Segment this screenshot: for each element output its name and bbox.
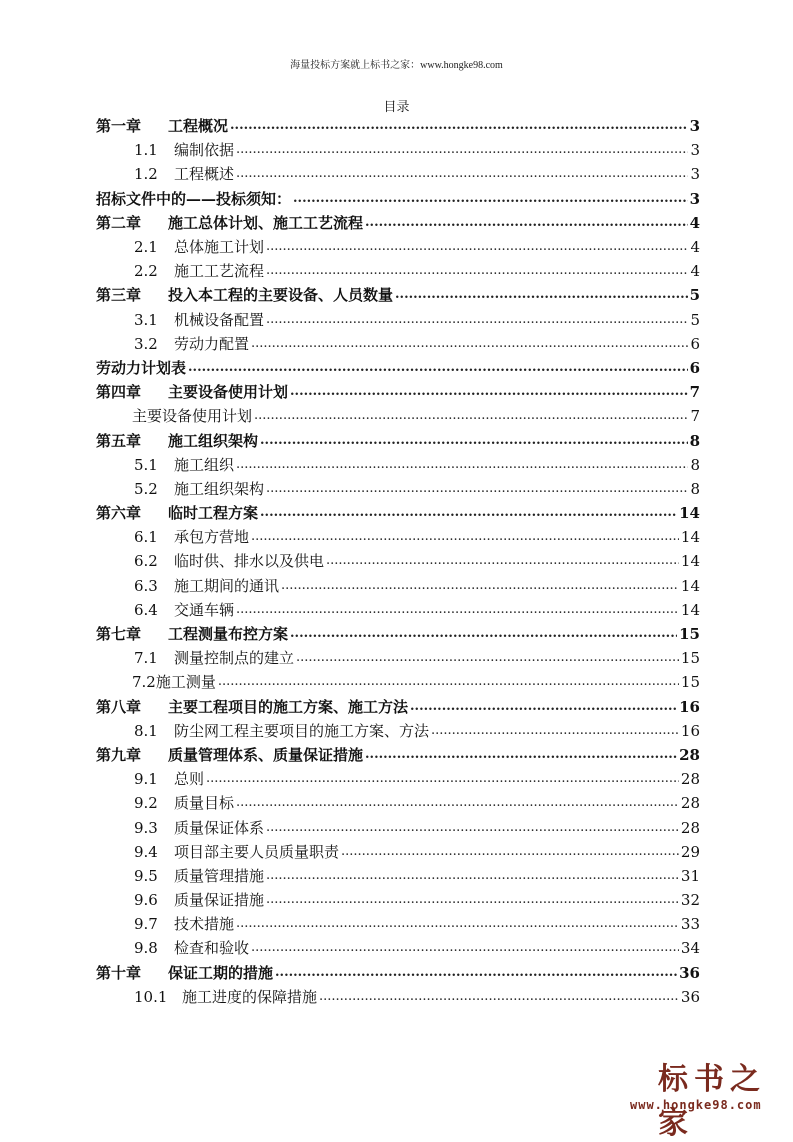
toc-entry-page: 15	[680, 673, 700, 692]
toc-entry[interactable]	[96, 259, 700, 283]
toc-entry-number: 9.7	[134, 915, 158, 934]
toc-entry-label: 主要工程项目的施工方案、施工方法	[168, 697, 409, 716]
toc-entry-label: 临时供、排水以及供电	[174, 552, 325, 571]
toc-entry-page: 3	[690, 165, 700, 184]
toc-entry-label: 施工组织架构	[174, 479, 265, 498]
toc-leader-dots	[236, 456, 688, 474]
toc-leader-dots	[296, 649, 679, 667]
toc-leader-dots	[251, 335, 688, 353]
toc-entry-page: 29	[680, 842, 700, 861]
toc-entry-label: 工程测量布控方案	[168, 625, 289, 644]
toc-entry-number: 第五章	[96, 431, 142, 450]
toc-leader-dots	[266, 819, 679, 837]
toc-entry-page: 14	[679, 504, 700, 523]
toc-leader-dots	[395, 286, 688, 304]
toc-entry[interactable]	[96, 187, 700, 211]
toc-leader-dots	[236, 165, 688, 183]
toc-entry-number: 第二章	[96, 213, 142, 232]
toc-entry-label: 施工期间的通讯	[174, 576, 280, 595]
toc-leader-dots	[260, 432, 688, 450]
toc-entry-number: 6.3	[134, 576, 158, 595]
toc-entry-label: 质量保证措施	[174, 891, 265, 910]
toc-entry-number: 第三章	[96, 286, 142, 305]
toc-entry-page: 5	[690, 310, 700, 329]
toc-leader-dots	[266, 480, 688, 498]
toc-entry[interactable]	[96, 501, 700, 525]
toc-entry-page: 14	[680, 576, 700, 595]
toc-entry-label: 总体施工计划	[174, 238, 265, 257]
toc-entry-page: 34	[680, 939, 700, 958]
toc-entry-number: 9.4	[134, 842, 158, 861]
toc-entry-label: 主要设备使用计划	[168, 383, 289, 402]
toc-entry-number: 第十章	[96, 963, 142, 982]
toc-entry[interactable]	[96, 767, 700, 791]
toc-entry-number: 第一章	[96, 117, 142, 136]
toc-entry-label: 质量管理措施	[174, 866, 265, 885]
toc-entry-page: 15	[680, 649, 700, 668]
toc-entry-number: 6.1	[134, 528, 158, 547]
toc-entry-page: 6	[689, 358, 700, 377]
toc-leader-dots	[236, 141, 688, 159]
toc-leader-dots	[254, 407, 688, 425]
toc-leader-dots	[266, 262, 688, 280]
toc-entry[interactable]	[96, 670, 700, 694]
toc-entry-page: 3	[689, 189, 700, 208]
logo-url: www.hongke98.com	[630, 1098, 762, 1112]
toc-entry-label: 主要设备使用计划	[132, 407, 253, 426]
toc-entry-label: 施工测量	[155, 673, 216, 692]
toc-entry-number: 5.2	[134, 479, 158, 498]
toc-entry-number: 9.6	[134, 891, 158, 910]
toc-entry[interactable]	[96, 574, 700, 598]
toc-leader-dots	[319, 988, 679, 1006]
toc-entry-page: 33	[680, 915, 700, 934]
toc-entry[interactable]	[96, 985, 700, 1009]
brand-logo	[620, 1054, 790, 1141]
toc-entry-label: 总则	[174, 770, 205, 789]
toc-entry-number: 5.1	[134, 455, 158, 474]
toc-leader-dots	[266, 238, 688, 256]
toc-entry-label: 工程概况	[168, 117, 229, 136]
toc-entry-number: 9.8	[134, 939, 158, 958]
toc-entry-label: 质量保证体系	[174, 818, 265, 837]
toc-leader-dots	[188, 359, 688, 377]
toc-entry-page: 14	[680, 552, 700, 571]
toc-entry-number: 第八章	[96, 697, 142, 716]
toc-leader-dots	[266, 311, 688, 329]
toc-entry-page: 36	[679, 963, 700, 982]
toc-entry-number: 3.2	[134, 334, 158, 353]
toc-entry[interactable]	[96, 477, 700, 501]
toc-entry[interactable]	[96, 283, 700, 307]
toc-leader-dots	[266, 867, 679, 885]
toc-entry[interactable]	[96, 380, 700, 404]
toc-entry-label: 劳动力配置	[174, 334, 250, 353]
toc-leader-dots	[410, 698, 677, 716]
toc-entry-page: 4	[690, 238, 700, 257]
toc-leader-dots	[236, 794, 679, 812]
toc-entry-page: 5	[689, 286, 700, 305]
toc-leader-dots	[290, 383, 688, 401]
toc-leader-dots	[293, 190, 688, 208]
toc-entry-number: 7.2	[132, 673, 156, 692]
toc-entry[interactable]	[96, 404, 700, 428]
toc-entry[interactable]	[96, 840, 700, 864]
toc-entry[interactable]	[96, 719, 700, 743]
toc-entry-page: 7	[690, 407, 700, 426]
toc-entry-label: 施工组织	[174, 455, 235, 474]
toc-entry[interactable]	[96, 211, 700, 235]
toc-entry[interactable]	[96, 525, 700, 549]
toc-entry-number: 第七章	[96, 625, 142, 644]
toc-entry[interactable]	[96, 162, 700, 186]
toc-entry-number: 8.1	[134, 721, 158, 740]
toc-entry-number: 9.3	[134, 818, 158, 837]
toc-entry[interactable]	[96, 428, 700, 452]
toc-entry[interactable]	[96, 743, 700, 767]
toc-entry[interactable]	[96, 138, 700, 162]
toc-leader-dots	[365, 214, 688, 232]
toc-entry[interactable]	[96, 695, 700, 719]
toc-entry-number: 3.1	[134, 310, 158, 329]
toc-entry[interactable]	[96, 114, 700, 138]
toc-entry-label: 施工工艺流程	[174, 262, 265, 281]
toc-entry[interactable]	[96, 646, 700, 670]
toc-leader-dots	[365, 746, 677, 764]
toc-entry-page: 8	[689, 431, 700, 450]
toc-leader-dots	[236, 915, 679, 933]
toc-entry-label: 招标文件中的——投标须知：	[96, 189, 292, 208]
toc-entry-page: 31	[680, 866, 700, 885]
toc-title: 目录	[383, 100, 410, 115]
toc-entry-page: 36	[680, 987, 700, 1006]
toc-entry-number: 9.1	[134, 770, 158, 789]
toc-entry-label: 技术措施	[174, 915, 235, 934]
toc-entry-page: 8	[690, 455, 700, 474]
toc-entry-number: 9.5	[134, 866, 158, 885]
toc-entry-page: 4	[690, 262, 700, 281]
toc-entry-page: 14	[680, 600, 700, 619]
toc-entry-number: 2.1	[134, 238, 158, 257]
toc-entry-page: 6	[690, 334, 700, 353]
toc-entry-page: 8	[690, 479, 700, 498]
toc-entry-number: 10.1	[134, 987, 168, 1006]
toc-entry-label: 劳动力计划表	[96, 358, 187, 377]
toc-entry-page: 3	[689, 117, 700, 136]
toc-entry[interactable]	[96, 549, 700, 573]
toc-entry-label: 投入本工程的主要设备、人员数量	[168, 286, 394, 305]
toc-entry-page: 4	[689, 213, 700, 232]
toc-leader-dots	[266, 891, 679, 909]
toc-entry-label: 质量目标	[174, 794, 235, 813]
toc-leader-dots	[341, 843, 679, 861]
toc-entry[interactable]	[96, 864, 700, 888]
page-header: 海量投标方案就上标书之家：www.hongke98.com	[290, 60, 503, 71]
toc-entry-number: 2.2	[134, 262, 158, 281]
toc-entry-page: 15	[679, 625, 700, 644]
toc-entry-label: 防尘网工程主要项目的施工方案、方法	[174, 721, 430, 740]
toc-leader-dots	[251, 939, 679, 957]
toc-entry-page: 28	[680, 770, 700, 789]
toc-entry-number: 第四章	[96, 383, 142, 402]
toc-entry-page: 16	[680, 721, 700, 740]
toc-leader-dots	[236, 601, 679, 619]
toc-entry[interactable]	[96, 936, 700, 960]
toc-entry-page: 32	[680, 891, 700, 910]
toc-entry-label: 承包方营地	[174, 528, 250, 547]
toc-entry[interactable]	[96, 912, 700, 936]
toc-entry-page: 14	[680, 528, 700, 547]
toc-entry[interactable]	[96, 961, 700, 985]
toc-entry-number: 第六章	[96, 504, 142, 523]
toc-leader-dots	[281, 577, 679, 595]
toc-entry-label: 临时工程方案	[168, 504, 259, 523]
toc-leader-dots	[275, 964, 677, 982]
toc-leader-dots	[431, 722, 679, 740]
toc-entry-number: 7.1	[134, 649, 158, 668]
toc-entry[interactable]	[96, 453, 700, 477]
logo-text: 标书之家	[658, 1062, 766, 1141]
toc-entry-page: 28	[679, 745, 700, 764]
toc-entry-label: 编制依据	[174, 141, 235, 160]
toc-leader-dots	[260, 504, 677, 522]
toc-entry[interactable]	[96, 308, 700, 332]
toc-entry-number: 6.4	[134, 600, 158, 619]
toc-leader-dots	[326, 552, 679, 570]
toc-leader-dots	[251, 528, 679, 546]
toc-entry-label: 施工总体计划、施工工艺流程	[168, 213, 364, 232]
toc-entry-label: 机械设备配置	[174, 310, 265, 329]
toc-entry-page: 28	[680, 794, 700, 813]
table-of-contents	[96, 114, 700, 1009]
toc-leader-dots	[218, 673, 679, 691]
toc-entry-label: 测量控制点的建立	[174, 649, 295, 668]
toc-entry-page: 16	[679, 697, 700, 716]
toc-entry-number: 1.1	[134, 141, 158, 160]
toc-entry-page: 7	[689, 383, 700, 402]
toc-entry-label: 施工进度的保障措施	[182, 987, 318, 1006]
toc-entry[interactable]	[96, 622, 700, 646]
toc-entry[interactable]	[96, 235, 700, 259]
toc-entry[interactable]	[96, 598, 700, 622]
toc-entry[interactable]	[96, 888, 700, 912]
toc-entry[interactable]	[96, 356, 700, 380]
toc-leader-dots	[206, 770, 679, 788]
toc-leader-dots	[230, 117, 688, 135]
toc-entry-label: 交通车辆	[174, 600, 235, 619]
toc-entry-number: 第九章	[96, 745, 142, 764]
toc-entry-label: 检查和验收	[174, 939, 250, 958]
toc-entry[interactable]	[96, 332, 700, 356]
toc-leader-dots	[290, 625, 677, 643]
toc-entry-label: 施工组织架构	[168, 431, 259, 450]
toc-entry[interactable]	[96, 815, 700, 839]
toc-entry-label: 工程概述	[174, 165, 235, 184]
toc-entry-label: 质量管理体系、质量保证措施	[168, 745, 364, 764]
toc-entry-number: 9.2	[134, 794, 158, 813]
toc-entry[interactable]	[96, 791, 700, 815]
toc-entry-label: 项目部主要人员质量职责	[174, 842, 340, 861]
toc-entry-page: 3	[690, 141, 700, 160]
toc-entry-page: 28	[680, 818, 700, 837]
toc-entry-number: 1.2	[134, 165, 158, 184]
toc-entry-number: 6.2	[134, 552, 158, 571]
toc-entry-label: 保证工期的措施	[168, 963, 274, 982]
